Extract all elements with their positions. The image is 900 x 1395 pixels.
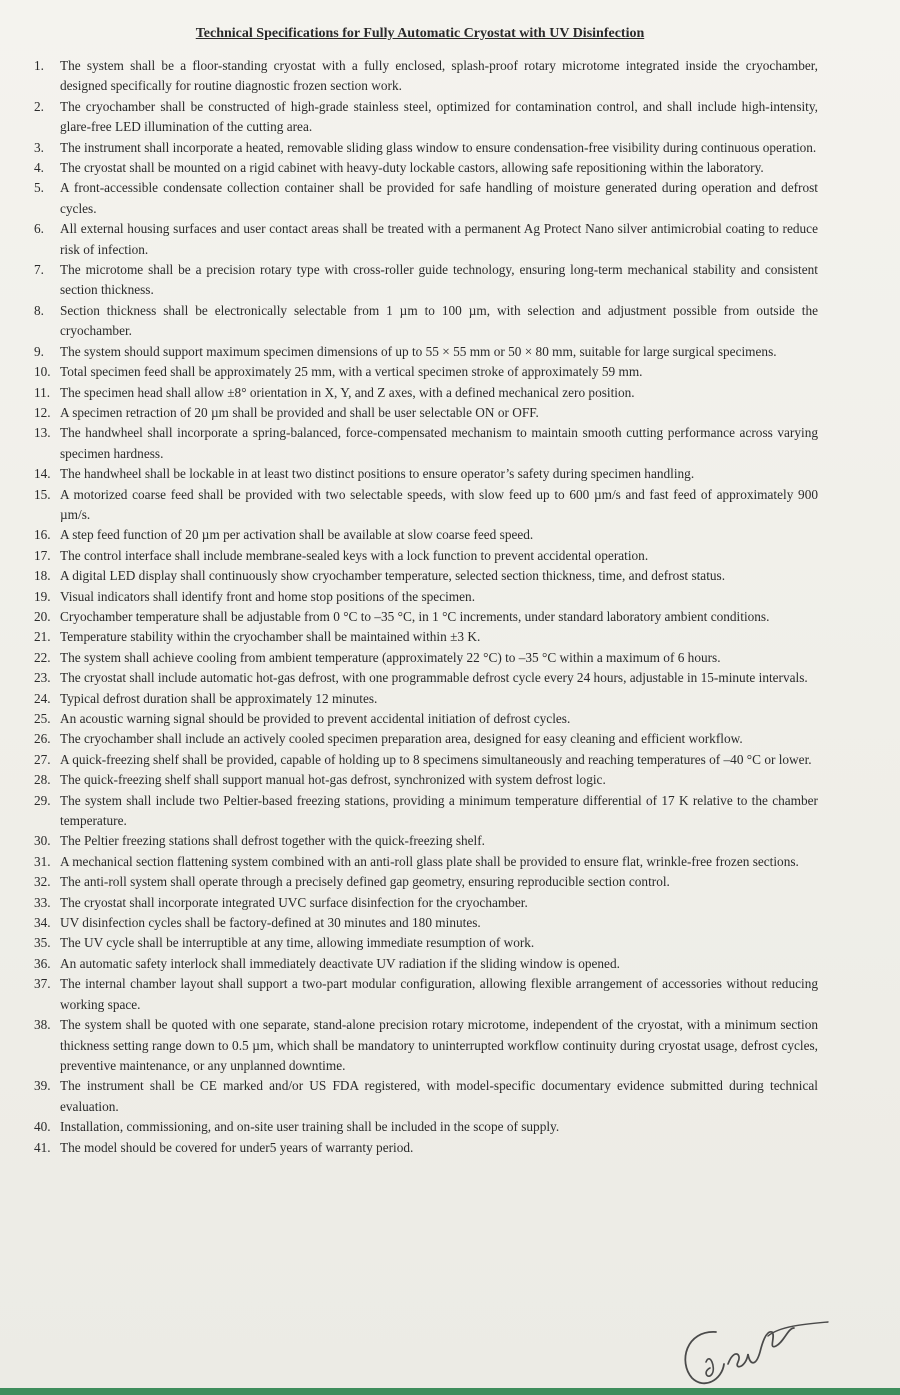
spec-item-text: A front-accessible condensate collection container shall be provided for safe handling of moisture generated during operation and defrost cycles. [60,180,818,216]
spec-item-number: 8. [34,302,44,318]
spec-item [34,729,818,749]
spec-item-number: 20. [34,608,51,624]
spec-item-number: 26. [34,731,51,747]
spec-item [34,791,818,832]
spec-item-text: A quick-freezing shelf shall be provided, capable of holding up to 8 specimens simultaneously and reaching temperatures of –40 °C or lower. [60,751,812,767]
spec-item [34,750,818,770]
spec-item-number: 1. [34,58,44,73]
spec-item-text: The anti-roll system shall operate through a precisely defined gap geometry, ensuring reproducible section control. [60,874,670,890]
spec-item [34,383,818,403]
spec-item-number: 35. [34,935,51,951]
spec-item-text: The model should be covered for under5 years of warranty period. [60,1139,414,1155]
spec-item [34,178,818,219]
spec-item [34,872,818,892]
spec-item-number: 41. [34,1139,51,1155]
spec-item [34,974,818,1015]
spec-item-number: 3. [34,139,44,155]
spec-item-number: 23. [34,670,51,686]
spec-item-text: An acoustic warning signal should be provided to prevent accidental initiation of defrost cycles. [60,711,571,726]
spec-item [34,158,818,178]
spec-item [34,485,818,526]
spec-item-text: Cryochamber temperature shall be adjustable from 0 °C to –35 °C, in 1 °C increments, under standard laboratory ambient conditions. [60,608,770,624]
spec-item-text: Section thickness shall be electronically selectable from 1 µm to 100 µm, with selection and adjustment possible from outside the cryochamber. [60,302,818,339]
spec-item [34,852,818,872]
spec-item-text: The cryostat shall be mounted on a rigid cabinet with heavy-duty lockable castors, allowing safe repositioning within the laboratory. [60,160,764,176]
spec-item [34,362,818,382]
spec-item-number: 34. [34,915,51,931]
spec-item [34,709,818,729]
spec-item [34,668,818,688]
spec-item-text: The internal chamber layout shall support a two-part modular configuration, allowing flexible arrangement of accessories without reducing working space. [60,976,818,1012]
spec-item-text: The Peltier freezing stations shall defrost together with the quick-freezing shelf. [60,833,485,849]
spec-item [34,627,818,647]
spec-item-text: A motorized coarse feed shall be provided with two selectable speeds, with slow feed up to 600 µm/s and fast feed of approximately 900 µm/s. [60,486,818,522]
spec-item [34,689,818,709]
spec-item-number: 38. [34,1017,51,1033]
spec-item [34,607,818,627]
spec-item-text: All external housing surfaces and user contact areas shall be treated with a permanent Ag Protect Nano silver antimicrobial coating to reduce risk of infection. [60,221,818,257]
spec-item-text: The quick-freezing shelf shall support manual hot-gas defrost, synchronized with system defrost logic. [60,772,606,788]
spec-item-text: The specimen head shall allow ±8° orientation in X, Y, and Z axes, with a defined mechanical zero position. [60,384,635,400]
spec-item-text: The cryochamber shall include an actively cooled specimen preparation area, designed for easy cleaning and efficient workflow. [60,731,743,747]
spec-item-number: 31. [34,853,51,869]
spec-item-number: 27. [34,751,51,767]
spec-item-number: 40. [34,1119,51,1135]
spec-item-number: 28. [34,772,51,788]
spec-item-text: A digital LED display shall continuously show cryochamber temperature, selected section thickness, time, and defrost status. [60,568,726,584]
spec-item-number: 14. [34,466,51,482]
spec-item [34,648,818,668]
spec-item-number: 9. [34,343,44,359]
spec-item-number: 12. [34,404,51,420]
spec-item-text: The handwheel shall be lockable in at least two distinct positions to ensure operator’s safety during specimen handling. [60,466,695,482]
spec-item-text: Installation, commissioning, and on-site user training shall be included in the scope of supply. [60,1119,560,1135]
spec-item-text: The control interface shall include membrane-sealed keys with a lock function to prevent accidental operation. [60,547,649,563]
spec-item [34,1117,818,1137]
spec-item-text: A specimen retraction of 20 µm shall be provided and shall be user selectable ON or OFF. [60,404,539,420]
spec-item [34,587,818,607]
spec-item [34,342,818,362]
spec-item-number: 5. [34,180,44,196]
spec-item-number: 7. [34,262,44,278]
spec-item [34,464,818,484]
spec-item [34,260,818,301]
spec-item [34,933,818,953]
spec-item-text: The system should support maximum specimen dimensions of up to 55 × 55 mm or 50 × 80 mm, suitable for large surgical specimens. [60,343,777,359]
spec-item-number: 30. [34,833,51,849]
spec-item-text: A mechanical section flattening system combined with an anti-roll glass plate shall be provided to ensure flat, wrinkle-free frozen sections. [60,853,799,869]
spec-item [34,954,818,974]
spec-item-number: 18. [34,568,51,584]
spec-item [34,1076,818,1117]
spec-item-text: A step feed function of 20 µm per activation shall be available at slow coarse feed speed. [60,527,534,543]
spec-item-text: An automatic safety interlock shall immediately deactivate UV radiation if the sliding window is opened. [60,955,620,971]
spec-item-number: 19. [34,588,51,604]
spec-item-text: The system shall be quoted with one separate, stand-alone precision rotary microtome, independent of the cryostat, with a minimum section thickness setting range down to 0.5 µm, which shall be mandatory to uninterrupted workflow continuity during cryostat usage, defrost cycles, preventive maintenance, or any unplanned downtime. [60,1017,818,1073]
spec-item [34,219,818,260]
spec-item [34,546,818,566]
spec-item-number: 32. [34,874,51,890]
spec-item-text: Visual indicators shall identify front and home stop positions of the specimen. [60,588,476,604]
spec-item-number: 15. [34,486,51,502]
document-title: Technical Specifications for Fully Automatic Cryostat with UV Disinfection [195,26,645,41]
spec-item-text: The cryochamber shall be constructed of high-grade stainless steel, optimized for contamination control, and shall include high-intensity, glare-free LED illumination of the cutting area. [60,98,818,135]
spec-item [34,1138,818,1158]
spec-item [34,138,818,158]
spec-item-number: 6. [34,221,44,237]
spec-item-number: 29. [34,792,51,808]
spec-item-number: 10. [34,364,51,380]
spec-item [34,770,818,790]
spec-item-number: 37. [34,976,51,992]
spec-item-text: Total specimen feed shall be approximately 25 mm, with a vertical specimen stroke of approximately 59 mm. [60,364,643,380]
spec-item-text: The microtome shall be a precision rotary type with cross-roller guide technology, ensuring long-term mechanical stability and consistent section thickness. [60,262,818,298]
spec-item [34,913,818,933]
spec-item-number: 21. [34,629,51,645]
spec-item-number: 13. [34,425,51,441]
spec-item-number: 39. [34,1078,51,1094]
spec-item-text: Typical defrost duration shall be approximately 12 minutes. [60,690,378,706]
spec-item-number: 36. [34,955,51,971]
spec-item-text: The UV cycle shall be interruptible at any time, allowing immediate resumption of work. [60,935,535,951]
spec-item-number: 2. [34,98,44,114]
spec-item-text: The instrument shall be CE marked and/or US FDA registered, with model-specific documentary evidence submitted during technical evaluation. [60,1078,818,1114]
spec-item-text: The cryostat shall incorporate integrated UVC surface disinfection for the cryochamber. [60,894,528,910]
spec-item-number: 16. [34,527,51,543]
spec-item-text: The cryostat shall include automatic hot-gas defrost, with one programmable defrost cycle every 24 hours, adjustable in 15-minute intervals. [60,670,808,686]
spec-item-number: 4. [34,160,44,176]
spec-item-number: 33. [34,894,51,910]
specification-list [34,56,818,1158]
handwritten-signature-icon [676,1302,836,1390]
spec-item-number: 17. [34,547,51,563]
spec-item [34,423,818,464]
spec-item-number: 25. [34,711,51,726]
spec-item-number: 24. [34,690,51,706]
spec-item-text: The system shall achieve cooling from ambient temperature (approximately 22 °C) to –35 °C within a maximum of 6 hours. [60,649,721,665]
spec-item-number: 11. [34,384,51,400]
spec-item [34,97,818,138]
spec-item [34,1015,818,1076]
spec-item [34,566,818,586]
spec-item-text: Temperature stability within the cryochamber shall be maintained within ±3 K. [60,629,481,645]
spec-item-text: The instrument shall incorporate a heated, removable sliding glass window to ensure condensation-free visibility during continuous operation. [60,139,817,155]
spec-item-text: The handwheel shall incorporate a spring-balanced, force-compensated mechanism to maintain smooth cutting performance across varying specimen hardness. [60,425,818,461]
spec-item [34,403,818,423]
spec-item [34,525,818,545]
spec-item [34,301,818,342]
spec-item-text: UV disinfection cycles shall be factory-defined at 30 minutes and 180 minutes. [60,915,481,931]
spec-item [34,56,818,97]
bottom-edge-strip [0,1388,900,1395]
spec-item [34,831,818,851]
spec-item-number: 22. [34,649,51,665]
spec-item-text: The system shall include two Peltier-based freezing stations, providing a minimum temperature differential of 17 K relative to the chamber temperature. [60,792,818,829]
spec-item [34,893,818,913]
spec-item-text: The system shall be a floor-standing cryostat with a fully enclosed, splash-proof rotary microtome integrated inside the cryochamber, designed specifically for routine diagnostic frozen section work. [60,58,818,94]
